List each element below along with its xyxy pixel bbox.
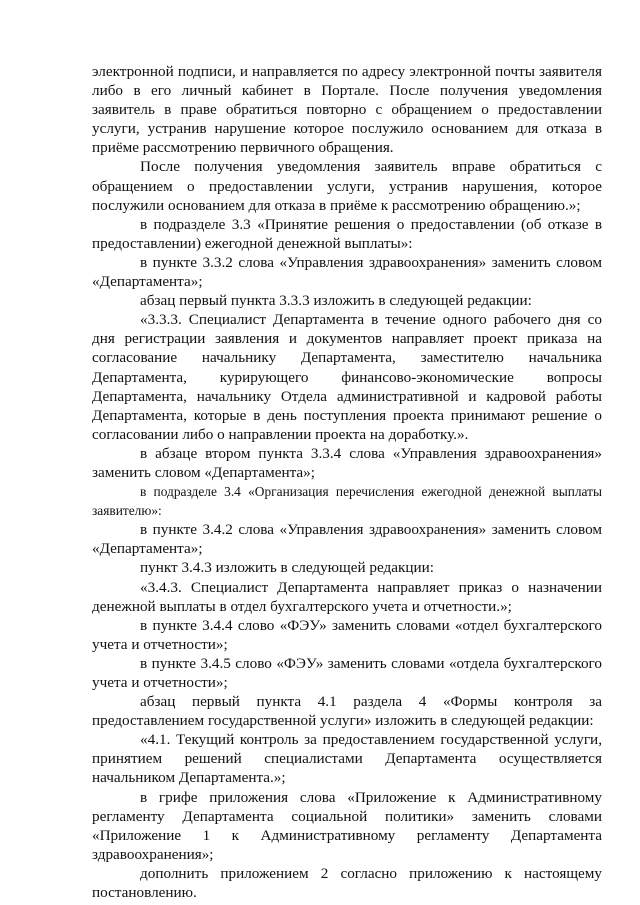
paragraph-9: в пункте 3.4.2 слова «Управления здравоохранения» заменить словом «Департамента»;: [92, 521, 602, 558]
paragraph-8: в подразделе 3.4 «Организация перечисления ежегодной денежной выплаты заявителю»:: [92, 484, 602, 519]
paragraph-6: «3.3.3. Специалист Департамента в течение одного рабочего дня со дня регистрации заявления и документов направляет проект приказа на согласование начальнику Департамента, заместителю начальника Департамента, курирующего финансово-экономические вопросы Департамента, начальнику Отдела административной и кадровой работы Департамента, которые в день поступления проекта принимают решение о согласовании либо о направлении проекта на доработку.».: [92, 311, 602, 443]
paragraph-11: «3.4.3. Специалист Департамента направляет приказ о назначении денежной выплаты в отдел бухгалтерского учета и отчетности.»;: [92, 578, 602, 615]
paragraph-14: абзац первый пункта 4.1 раздела 4 «Формы контроля за предоставлением государственной услуги» изложить в следующей редакции:: [92, 693, 602, 730]
paragraph-16: в грифе приложения слова «Приложение к Административному регламенту Департамента социальной политики» заменить словами «Приложение 1 к Административному регламенту Департамента здравоохранения»;: [92, 788, 602, 863]
paragraph-7: в абзаце втором пункта 3.3.4 слова «Управления здравоохранения» заменить словом «Департамента»;: [92, 444, 602, 481]
paragraph-3: в подразделе 3.3 «Принятие решения о предоставлении (об отказе в предоставлении) ежегодной денежной выплаты»:: [92, 215, 602, 252]
paragraph-12: в пункте 3.4.4 слово «ФЭУ» заменить словами «отдел бухгалтерского учета и отчетности»;: [92, 616, 602, 653]
paragraph-4: в пункте 3.3.2 слова «Управления здравоохранения» заменить словом «Департамента»;: [92, 253, 602, 291]
paragraph-10: пункт 3.4.3 изложить в следующей редакции:: [140, 559, 434, 577]
paragraph-15: «4.1. Текущий контроль за предоставлением государственной услуги, принятием решений специалистами Департамента осуществляется начальником Департамента.»;: [92, 731, 602, 787]
paragraph-2: После получения уведомления заявитель вправе обратиться с обращением о предоставлении услуги, устранив нарушения, которое послужили основанием для отказа в приёме к рассмотрению обращению.»;: [92, 158, 602, 214]
paragraph-13: в пункте 3.4.5 слово «ФЭУ» заменить словами «отдела бухгалтерского учета и отчетности»;: [92, 654, 602, 691]
document-page: [92, 62, 602, 902]
paragraph-5: абзац первый пункта 3.3.3 изложить в следующей редакции:: [140, 292, 532, 310]
paragraph-17: дополнить приложением 2 согласно приложению к настоящему постановлению.: [92, 864, 602, 902]
paragraph-1: электронной подписи, и направляется по адресу электронной почты заявителя либо в его личный кабинет в Портале. После получения уведомления заявитель в праве обратиться повторно с обращением о предоставлении услуги, устранив нарушение которое послужило основанием для отказа в приёме рассмотрению первичного обращения.: [92, 63, 602, 157]
